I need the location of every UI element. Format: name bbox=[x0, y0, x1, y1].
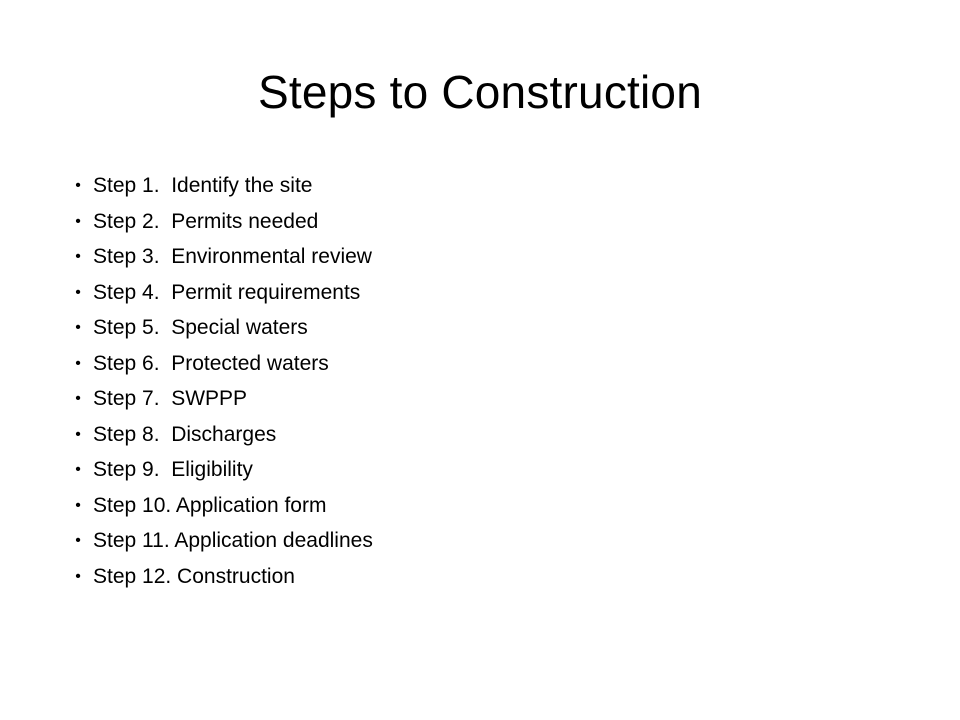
list-item-label: Step 8. Discharges bbox=[93, 422, 277, 446]
list-item-label: Step 7. SWPPP bbox=[93, 387, 248, 410]
slide-title: Steps to Construction bbox=[258, 66, 702, 118]
list-item-label: Step 9. Eligibility bbox=[93, 458, 253, 481]
bullet-icon: • bbox=[75, 212, 81, 230]
bullet-icon: • bbox=[75, 319, 81, 336]
list-item-label: Step 12. Construction bbox=[93, 564, 295, 588]
bullet-icon: • bbox=[75, 177, 81, 194]
list-item-label: Step 5. Special waters bbox=[93, 316, 308, 339]
bullet-icon: • bbox=[75, 390, 81, 407]
bullet-icon: • bbox=[75, 496, 81, 514]
bullet-icon: • bbox=[75, 354, 81, 372]
bullet-icon: • bbox=[75, 283, 81, 301]
bullet-icon: • bbox=[75, 425, 81, 443]
bullet-icon: • bbox=[75, 532, 81, 549]
list-item-label: Step 1. Identify the site bbox=[93, 174, 313, 197]
bullet-icon: • bbox=[75, 248, 81, 265]
list-item-label: Step 6. Protected waters bbox=[93, 351, 329, 375]
list-item-label: Step 4. Permit requirements bbox=[93, 280, 361, 304]
list-item-label: Step 10. Application form bbox=[93, 493, 327, 517]
bullet-icon: • bbox=[75, 461, 81, 478]
bullet-icon: • bbox=[75, 567, 81, 585]
list-item-label: Step 2. Permits needed bbox=[93, 209, 319, 233]
list-item-label: Step 11. Application deadlines bbox=[93, 529, 373, 552]
list-item-label: Step 3. Environmental review bbox=[93, 245, 372, 268]
